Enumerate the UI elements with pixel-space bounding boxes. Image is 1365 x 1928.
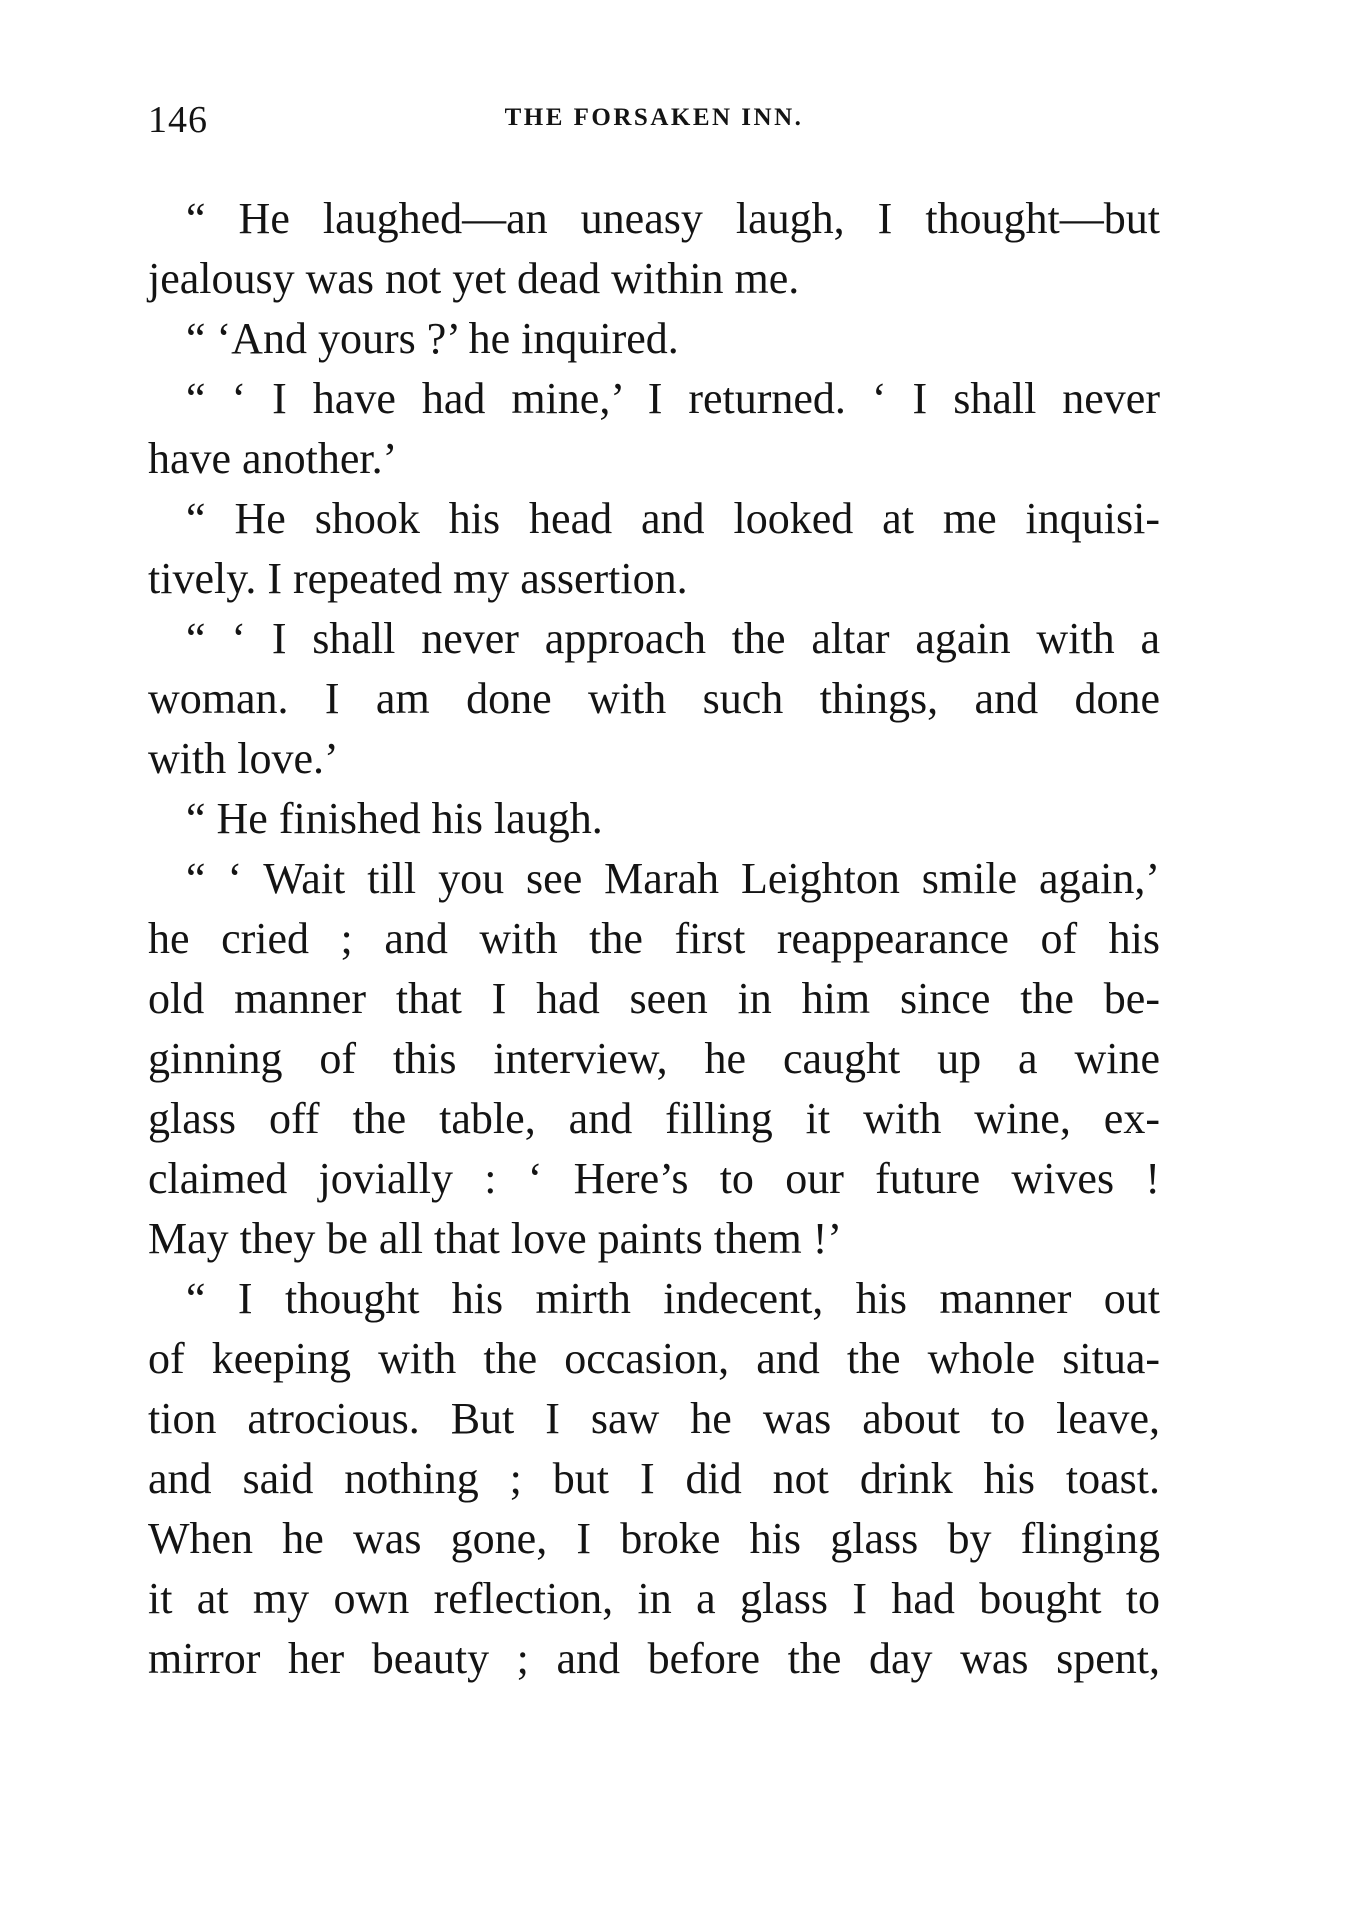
text-line: and said nothing ; but I did not drink his toast. [148, 1454, 1160, 1503]
text-line: tion atrocious. But I saw he was about to leave, [148, 1394, 1160, 1443]
text-line: “ I thought his mirth indecent, his manner out [186, 1274, 1160, 1323]
page-header [148, 98, 1160, 146]
text-line: “ He laughed—an uneasy laugh, I thought—but [186, 194, 1160, 243]
running-title: THE FORSAKEN INN. [504, 104, 804, 131]
text-line: glass off the table, and filling it with wine, ex- [148, 1094, 1160, 1143]
text-line: it at my own reflection, in a glass I had bought to [148, 1574, 1160, 1623]
text-line: “ ‘ Wait till you see Marah Leighton smile again,’ [186, 854, 1160, 903]
text-line: with love.’ [148, 734, 339, 783]
text-line: ginning of this interview, he caught up a wine [148, 1034, 1160, 1083]
text-line: “ ‘And yours ?’ he inquired. [186, 314, 679, 363]
text-line: woman. I am done with such things, and done [148, 674, 1160, 723]
body-text [148, 189, 1160, 1689]
text-line: “ ‘ I have had mine,’ I returned. ‘ I shall never [186, 374, 1160, 423]
text-line: old manner that I had seen in him since the be- [148, 974, 1160, 1023]
text-line: mirror her beauty ; and before the day was spent, [148, 1634, 1160, 1683]
text-line: “ He finished his laugh. [186, 794, 603, 843]
text-line: of keeping with the occasion, and the whole situa- [148, 1334, 1160, 1383]
text-line: “ He shook his head and looked at me inquisi- [186, 494, 1160, 543]
text-line: jealousy was not yet dead within me. [148, 254, 800, 303]
text-line: “ ‘ I shall never approach the altar again with a [186, 614, 1160, 663]
text-line: tively. I repeated my assertion. [148, 554, 688, 603]
text-line: he cried ; and with the first reappearance of his [148, 914, 1160, 963]
text-line: claimed jovially : ‘ Here’s to our future wives ! [148, 1154, 1160, 1203]
text-line: When he was gone, I broke his glass by flinging [148, 1514, 1160, 1563]
page-number: 146 [148, 99, 208, 141]
text-line: May they be all that love paints them !’ [148, 1214, 843, 1263]
text-line: have another.’ [148, 434, 398, 483]
